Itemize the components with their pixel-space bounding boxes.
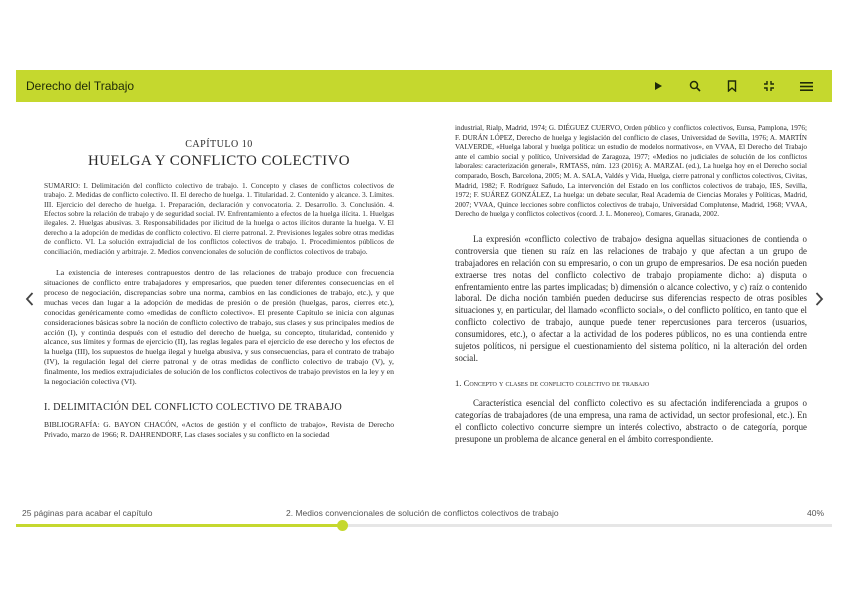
right-page <box>455 124 807 446</box>
subsection-heading: 1. Concepto y clases de conflicto colectivo de trabajo <box>455 377 650 388</box>
bookmark-button[interactable] <box>722 76 742 96</box>
progress-handle[interactable] <box>337 520 348 531</box>
menu-button[interactable] <box>796 76 816 96</box>
chevron-left-icon <box>25 292 34 306</box>
pages-remaining: 25 páginas para acabar el capítulo <box>22 508 153 518</box>
chevron-right-icon <box>815 292 824 306</box>
menu-icon <box>800 81 813 92</box>
characteristics-paragraph: Característica esencial del conflicto colectivo es su afectación indiferenciada a grupos o categorías de trabajadores (de una empresa, una rama de actividad, un sector profesional, etc.). En el conflicto colectivo concurre siempre un interés colectivo, abstracto o de categoría, porque presupone un problema de alcance general en el ámbito correspondiente. <box>455 398 807 445</box>
progress-fill <box>16 524 342 527</box>
search-button[interactable] <box>685 76 705 96</box>
progress-percent: 40% <box>806 508 824 518</box>
next-page-button[interactable] <box>810 288 828 310</box>
concept-paragraph: La expresión «conflicto colectivo de trabajo» designa aquellas situaciones de contienda o controversia que tienen su raíz en las relaciones de trabajo y que afectan a un grupo de trabajadores en relación con su empresario, o con un grupo de empresarios. De esa noción pueden extraerse tres notas del conflicto colectivo de trabajo propiamente dicho: a) disputa o enfrentamiento entre las partes implicadas; b) dimensión o alcance colectivo, y c) raíz o contenido laboral. De dicha noción también pueden deducirse sus diferencias respecto de otras posibles situaciones y, en particular, del llamado «conflicto social», o del conflicto político, en tanto que el conflicto colectivo de trabajo, aunque puede tener repercusiones para terceros (usuarios, consumidores, etc.), o afectar a la actividad de los poderes públicos, no es una contienda entre sujetos políticos, ni persigue el cuestionamiento del sistema político, ni la alteración del orden social. <box>455 233 807 363</box>
toolbar <box>648 76 822 96</box>
intro-paragraph: La existencia de intereses contrapuestos dentro de las relaciones de trabajo produce con frecuencia situaciones de conflicto entre trabajadores y empresarios, que pueden tener diferentes consecuencias en el proceso de negociación, discrepancias sobre una norma, cambios en las condiciones de trabajo, etc.), y que muchas veces dan lugar a la adopción de medidas de presión o de presión (huelgas, paros, cierres etc.), conocidas genéricamente como «medidas de conflicto colectivo». El presente Capítulo se inicia con algunas consideraciones básicas sobre la noción de conflicto colectivo de trabajo, sus clases y sus principales medios de acción (I), y continúa después con el estudio del derecho de huelga, su concepto, titularidad, contenido y alcance, sus límites y formas de ejercicio (II), las reglas legales para el ejercicio de ese derecho y los efectos de la huelga (III), los supuestos de huelga ilegal y huelga abusiva, y sus consecuencias, para el contrato de trabajo (IV), la regulación legal del cierre patronal y de otras medidas de conflicto colectivo de trabajo (V), y, finalmente, los medios extrajudiciales de solución de los conflictos colectivos de trabajo previstos en la ley y en la negociación colectiva (VI). <box>44 268 394 387</box>
collapse-icon <box>763 80 775 92</box>
book-title: Derecho del Trabajo <box>26 79 135 93</box>
chapter-number: CAPÍTULO 10 <box>185 139 253 150</box>
chapter-title: HUELGA Y CONFLICTO COLECTIVO <box>88 153 350 170</box>
play-button[interactable] <box>648 76 668 96</box>
section-heading: I. DELIMITACIÓN DEL CONFLICTO COLECTIVO DE TRABAJO <box>44 401 342 413</box>
left-page <box>44 120 394 440</box>
collapse-button[interactable] <box>759 76 779 96</box>
bibliography-continued: industrial, Rialp, Madrid, 1974; G. DIÉGUEZ CUERVO, Orden público y conflictos colectivos, Eunsa, Pamplona, 1976; F. DURÁN LÓPEZ, Derecho de huelga y legislación del conflicto de clases, Universidad de Sevilla, 1976; A. MARTÍN VALVERDE, «Huelga laboral y huelga política: un estudio de modelos normativos», en VVAA, El Derecho del Trabajo ante el cambio social y político, Universidad de Zaragoza, 1977; «Medios no judiciales de solución de los conflictos laborales: caracterización general», RMTASS, núm. 123 (2016); A. MARZAL (ed.), La huelga hoy en el Derecho social comparado, Bosch, Barcelona, 2005; M. A. SALA, Valdés y Vida, Huelga, cierre patronal y conflictos colectivos, Civitas, Madrid, 1982; F. Rodríguez Sañudo, La intervención del Estado en los conflictos colectivos de trabajo, IES, Sevilla, 1972; F. SUÁREZ GONZÁLEZ, La huelga: un debate secular, Real Academia de Ciencias Morales y Políticas, Madrid, 2007; VVAA, Quince lecciones sobre conflictos colectivos de trabajo, Universidad Complutense, Madrid, 1968; VVAA, Derecho de huelga y conflictos colectivos (coord. J. L. Monereo), Comares, Granada, 2002. <box>455 124 807 219</box>
current-section: 2. Medios convencionales de solución de conflictos colectivos de trabajo <box>286 508 559 518</box>
top-bar <box>16 70 832 102</box>
previous-page-button[interactable] <box>20 288 38 310</box>
bibliography: BIBLIOGRAFÍA: G. BAYON CHACÓN, «Actos de gestión y el conflicto de trabajo», Revista de Derecho Privado, marzo de 1966; R. DAHRENDORF, Las clases sociales y su conflicto en la sociedad <box>44 420 394 440</box>
play-icon <box>653 81 663 91</box>
progress-bar[interactable] <box>16 524 832 527</box>
bookmark-icon <box>727 80 737 92</box>
reading-footer <box>0 508 848 522</box>
chapter-summary: SUMARIO: I. Delimitación del conflicto colectivo de trabajo. 1. Concepto y clases de conflictos colectivos de trabajo. 2. Medidas de conflicto colectivo. II. El derecho de huelga. 1. Titularidad. 2. Contenido y alcance. 3. Límites. III. Ejercicio del derecho de huelga. 1. Preparación, declaración y convocatoria. 2. Desarrollo. 3. Conclusión. 4. Efectos sobre la relación de trabajo y de seguridad social. IV. Enfrentamiento a efectos de la huelga ilícita. 1. Huelgas ilegales. 2. Huelgas abusivas. 3. Responsabilidades por ilicitud de la huelga o actos ilícitos durante la huelga. V. El derecho a la adopción de medidas de conflicto colectivo. El cierre patronal. 2. Previsiones legales sobre otras medidas de conflicto. VI. La solución extrajudicial de los conflictos colectivos de trabajo. 1. Procedimientos públicos de conciliación, mediación y arbitraje. 2. Medios convencionales de solución de conflictos colectivos de trabajo. <box>44 180 394 256</box>
search-icon <box>689 80 701 92</box>
